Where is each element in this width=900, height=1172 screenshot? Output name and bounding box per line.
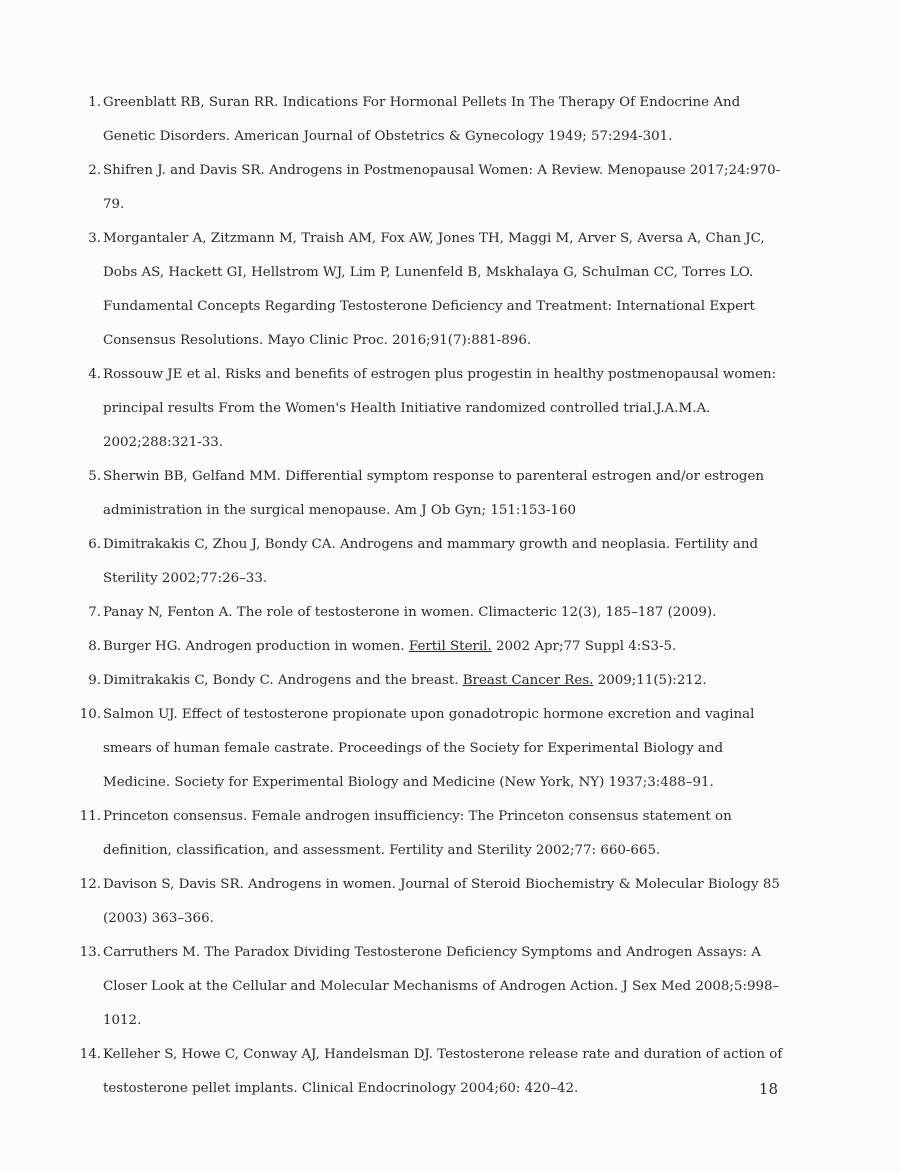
reference-number: 13. — [79, 945, 101, 960]
reference-item-4 — [70, 358, 790, 460]
reference-text: Shifren J. and Davis SR. Androgens in Postmenopausal Women: A Review. Menopause 2017;24:970-79. — [103, 163, 781, 212]
reference-number: 14. — [79, 1047, 101, 1062]
reference-text-before: Dimitrakakis C, Bondy C. Androgens and the breast. — [103, 673, 463, 688]
reference-item-2 — [70, 154, 790, 222]
reference-text — [103, 630, 790, 664]
reference-list — [70, 86, 790, 1106]
page-number: 18 — [758, 1080, 778, 1098]
reference-number: 1. — [88, 95, 101, 110]
reference-text: Davison S, Davis SR. Androgens in women. Journal of Steroid Biochemistry & Molecular Biology 85 (2003) 363–366. — [103, 877, 780, 926]
reference-text-before: Burger HG. Androgen production in women. — [103, 639, 409, 654]
reference-number: 11. — [79, 809, 101, 824]
reference-text: Rossouw JE et al. Risks and benefits of estrogen plus progestin in healthy postmenopausal women: principal results From the Women's Health Initiative randomized controlled trial.J.A.M.A. 2002;288:321-33. — [103, 367, 777, 450]
reference-text: Carruthers M. The Paradox Dividing Testosterone Deficiency Symptoms and Androgen Assays: A Closer Look at the Cellular and Molecular Mechanisms of Androgen Action. J Sex Med 2008;5:998–1012. — [103, 945, 780, 1028]
reference-number: 12. — [79, 877, 101, 892]
reference-text-after: 2009;11(5):212. — [593, 673, 707, 688]
reference-number: 5. — [88, 469, 101, 484]
reference-text: Morgantaler A, Zitzmann M, Traish AM, Fox AW, Jones TH, Maggi M, Arver S, Aversa A, Chan JC, Dobs AS, Hackett GI, Hellstrom WJ, Lim P, Lunenfeld B, Mskhalaya G, Schulman CC, Torres LO. Fundamental Concepts Regarding Testosterone Deficiency and Treatment: International Expert Consensus Resolutions. Mayo Clinic Proc. 2016;91(7):881-896. — [103, 231, 765, 348]
reference-number: 7. — [88, 605, 101, 620]
reference-item-7 — [70, 596, 790, 630]
journal-link[interactable]: Fertil Steril. — [408, 639, 492, 654]
reference-item-5 — [70, 460, 790, 528]
reference-text: Kelleher S, Howe C, Conway AJ, Handelsman DJ. Testosterone release rate and duration of action of testosterone pellet implants. Clinical Endocrinology 2004;60: 420–42. — [103, 1047, 783, 1096]
reference-item-1 — [70, 86, 790, 154]
reference-text: Panay N, Fenton A. The role of testosterone in women. Climacteric 12(3), 185–187 (2009). — [103, 605, 717, 620]
reference-item-6 — [70, 528, 790, 596]
reference-number: 3. — [88, 231, 101, 246]
reference-item-13 — [70, 936, 790, 1038]
reference-number: 6. — [88, 537, 101, 552]
reference-number: 2. — [88, 163, 101, 178]
reference-text: Sherwin BB, Gelfand MM. Differential symptom response to parenteral estrogen and/or estrogen administration in the surgical menopause. Am J Ob Gyn; 151:153-160 — [103, 469, 764, 518]
reference-item-14 — [70, 1038, 790, 1106]
reference-number: 4. — [88, 367, 101, 382]
reference-number: 9. — [88, 673, 101, 688]
reference-text: Dimitrakakis C, Zhou J, Bondy CA. Androgens and mammary growth and neoplasia. Fertility and Sterility 2002;77:26–33. — [103, 537, 759, 586]
reference-text-after: 2002 Apr;77 Suppl 4:S3-5. — [491, 639, 677, 654]
reference-item-10 — [70, 698, 790, 800]
reference-text: Salmon UJ. Effect of testosterone propionate upon gonadotropic hormone excretion and vaginal smears of human female castrate. Proceedings of the Society for Experimental Biology and Medicine. Society for Experimental Biology and Medicine (New York, NY) 1937;3:488–91. — [103, 707, 755, 790]
journal-link[interactable]: Breast Cancer Res. — [462, 673, 594, 688]
reference-number: 10. — [79, 707, 101, 722]
reference-text: Princeton consensus. Female androgen insufficiency: The Princeton consensus statement on definition, classification, and assessment. Fertility and Sterility 2002;77: 660-665. — [103, 809, 732, 858]
reference-text: Greenblatt RB, Suran RR. Indications For Hormonal Pellets In The Therapy Of Endocrine And Genetic Disorders. American Journal of Obstetrics & Gynecology 1949; 57:294-301. — [103, 95, 741, 144]
reference-item-12 — [70, 868, 790, 936]
reference-item-8 — [70, 630, 790, 664]
reference-item-9 — [70, 664, 790, 698]
reference-number: 8. — [88, 639, 101, 654]
reference-item-3 — [70, 222, 790, 358]
reference-item-11 — [70, 800, 790, 868]
reference-text — [103, 664, 790, 698]
